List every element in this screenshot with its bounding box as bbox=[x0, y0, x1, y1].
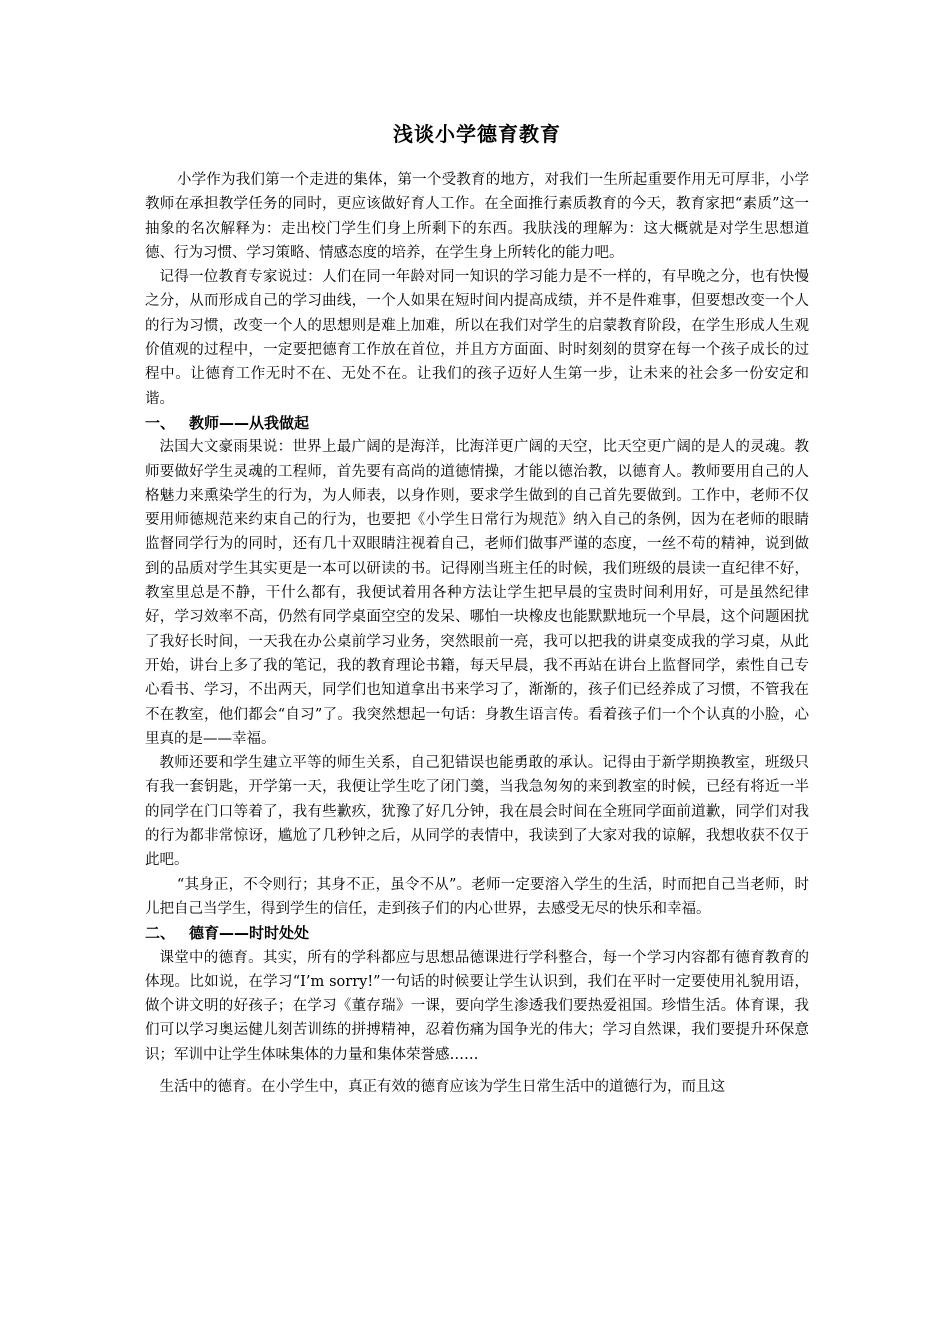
section-2-paragraph-1: 课堂中的德育。其实，所有的学科都应与思想品德课进行学科整合，每一个学习内容都有德育教育的体现。比如说，在学习“I’m sorry!”一句话的时候要让学生认识到，我们在平时一定要使用礼貌用语，做个讲文明的好孩子；在学习《董存瑞》一课，要向学生渗透我们要热爱祖国。珍惜生活。体育课，我们可以学习奥运健儿刻苦训练的拼搏精神，忍着伤痛为国争光的伟大；学习自然课，我们要提升环保意识；军训中让学生体味集体的力量和集体荣誉感…… bbox=[145, 949, 809, 1063]
section-1-number: 一、 bbox=[145, 413, 176, 432]
section-2-title: 德育——时时处处 bbox=[189, 924, 310, 943]
section-1-paragraph-3: “其身正，不令则行；其身不正，虽令不从”。老师一定要溶入学生的生活，时而把自己当老师，时儿把自己当学生，得到学生的信任，走到孩子们的内心世界，去感受无尽的快乐和幸福。 bbox=[145, 876, 809, 917]
intro-paragraph-2: 记得一位教育专家说过：人们在同一年龄对同一知识的学习能力是不一样的，有早晚之分，也有快慢之分，从而形成自己的学习曲线，一个人如果在短时间内提高成绩，并不是件难事，但要想改变一个人的行为习惯，改变一个人的思想则是难上加难，所以在我们对学生的启蒙教育阶段，在学生形成人生观价值观的过程中，一定要把德育工作放在首位，并且方方面面、时时刻刻的贯穿在每一个孩子成长的过程中。让德育工作无时不在、无处不在。让我们的孩子迈好人生第一步，让未来的社会多一份安定和谐。 bbox=[145, 269, 809, 407]
document-title: 浅谈小学德育教育 bbox=[393, 122, 561, 146]
section-1-heading bbox=[145, 411, 809, 435]
section-1-title: 教师——从我做起 bbox=[189, 413, 310, 432]
section-2-paragraph-2: 生活中的德育。在小学生中，真正有效的德育应该为学生日常生活中的道德行为，而且这 bbox=[159, 1078, 725, 1095]
section-1-paragraph-2: 教师还要和学生建立平等的师生关系，自己犯错误也能勇敢的承认。记得由于新学期换教室，班级只有我一套钥匙，开学第一天，我便让学生吃了闭门羹，当我急匆匆的来到教室的时候，已经有将近一半的同学在门口等着了，我有些歉疚，犹豫了好几分钟，我在晨会时间在全班同学面前道歉，同学们对我的行为都非常惊讶，尴尬了几秒钟之后，从同学的表情中，我读到了大家对我的谅解，我想收获不仅于此吧。 bbox=[145, 755, 809, 869]
section-2-heading bbox=[145, 921, 809, 945]
intro-paragraph-1: 小学作为我们第一个走进的集体，第一个受教育的地方，对我们一生所起重要作用无可厚非，小学教师在承担教学任务的同时，更应该做好育人工作。在全面推行素质教育的今天，教育家把“素质”这一抽象的名次解释为：走出校门学生们身上所剩下的东西。我肤浅的理解为：这大概就是对学生思想道德、行为习惯、学习策略、情感态度的培养，在学生身上所转化的能力吧。 bbox=[145, 172, 809, 261]
document-page bbox=[145, 120, 809, 1099]
section-1-paragraph-1: 法国大文豪雨果说：世界上最广阔的是海洋，比海洋更广阔的天空，比天空更广阔的是人的灵魂。教师要做好学生灵魂的工程师，首先要有高尚的道德情操，才能以德治教，以德育人。教师要用自己的人格魅力来熏染学生的行为，为人师表，以身作则，要求学生做到的自己首先要做到。工作中，老师不仅要用师德规范来约束自己的行为，也要把《小学生日常行为规范》纳入自己的条例，因为在老师的眼睛监督同学行为的同时，还有几十双眼睛注视着自己，老师们做事严谨的态度，一丝不苟的精神，说到做到的品质对学生其实更是一本可以研读的书。记得刚当班主任的时候，我们班级的晨读一直纪律不好，教室里总是不静，干什么都有，我便试着用各种方法让学生把早晨的宝贵时间利用好，可是虽然纪律好，学习效率不高，仍然有同学桌面空空的发呆、哪怕一块橡皮也能默默地玩一个早晨，这个问题困扰了我好长时间，一天我在办公桌前学习业务，突然眼前一亮，我可以把我的讲桌变成我的学习桌，从此开始，讲台上多了我的笔记，我的教育理论书籍，每天早晨，我不再站在讲台上监督同学，索性自己专心看书、学习，不出两天，同学们也知道拿出书来学习了，渐渐的，孩子们已经养成了习惯，不管我在不在教室，他们都会“自习”了。我突然想起一句话：身教生语言传。看着孩子们一个个认真的小脸，心里真的是——幸福。 bbox=[145, 439, 809, 747]
section-2-number: 二、 bbox=[145, 924, 176, 943]
